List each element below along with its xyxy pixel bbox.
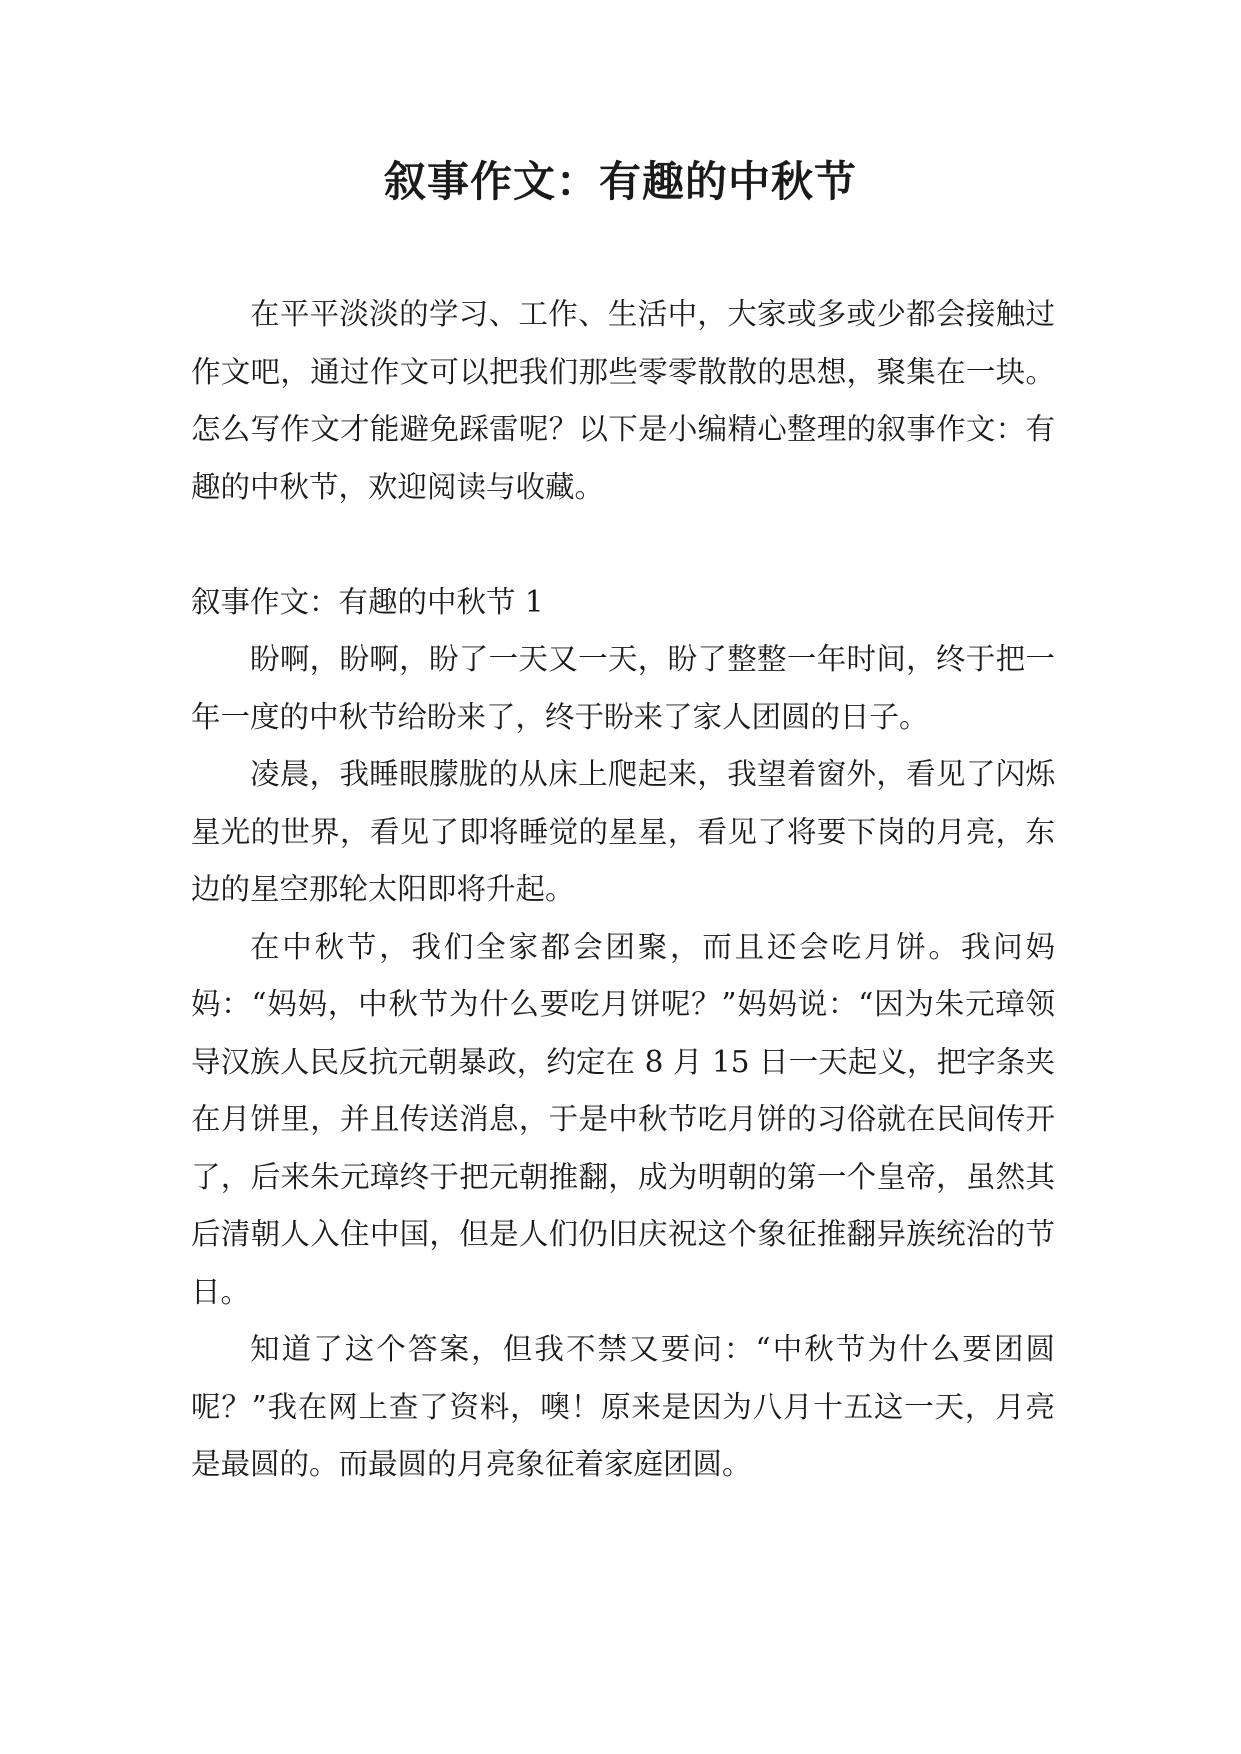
section-heading: 叙事作文：有趣的中秋节 1 xyxy=(191,584,544,619)
body-paragraph-2: 凌晨，我睡眼朦胧的从床上爬起来，我望着窗外，看见了闪烁星光的世界，看见了即将睡觉的星星，看见了将要下岗的月亮，东边的星空那轮太阳即将升起。 xyxy=(191,757,1055,906)
paragraph-spacer xyxy=(191,516,1055,574)
document-title: 叙事作文：有趣的中秋节 xyxy=(383,157,857,206)
intro-paragraph: 在平平淡淡的学习、工作、生活中，大家或多或少都会接触过作文吧，通过作文可以把我们那些零零散散的思想，聚集在一块。怎么写作文才能避免踩雷呢？以下是小编精心整理的叙事作文：有趣的中秋节，欢迎阅读与收藏。 xyxy=(191,297,1055,504)
body-paragraph-1: 盼啊，盼啊，盼了一天又一天，盼了整整一年时间，终于把一年一度的中秋节给盼来了，终于盼来了家人团圆的日子。 xyxy=(191,642,1055,734)
body-paragraph-4: 知道了这个答案，但我不禁又要问：“中秋节为什么要团圆呢？”我在网上查了资料，噢！原来是因为八月十五这一天，月亮是最圆的。而最圆的月亮象征着家庭团圆。 xyxy=(191,1332,1055,1481)
body-paragraph-3: 在中秋节，我们全家都会团聚，而且还会吃月饼。我问妈妈：“妈妈，中秋节为什么要吃月饼呢？”妈妈说：“因为朱元璋领导汉族人民反抗元朝暴政，约定在 8 月 15 日一天起义，把字条夹在月饼里，并且传送消息，于是中秋节吃月饼的习俗就在民间传开了，后来朱元璋终于把元朝推翻，成为明朝的第一个皇帝，虽然其后清朝人入住中国，但是人们仍旧庆祝这个象征推翻异族统治的节日。 xyxy=(191,929,1055,1309)
document-body xyxy=(191,286,1055,1494)
